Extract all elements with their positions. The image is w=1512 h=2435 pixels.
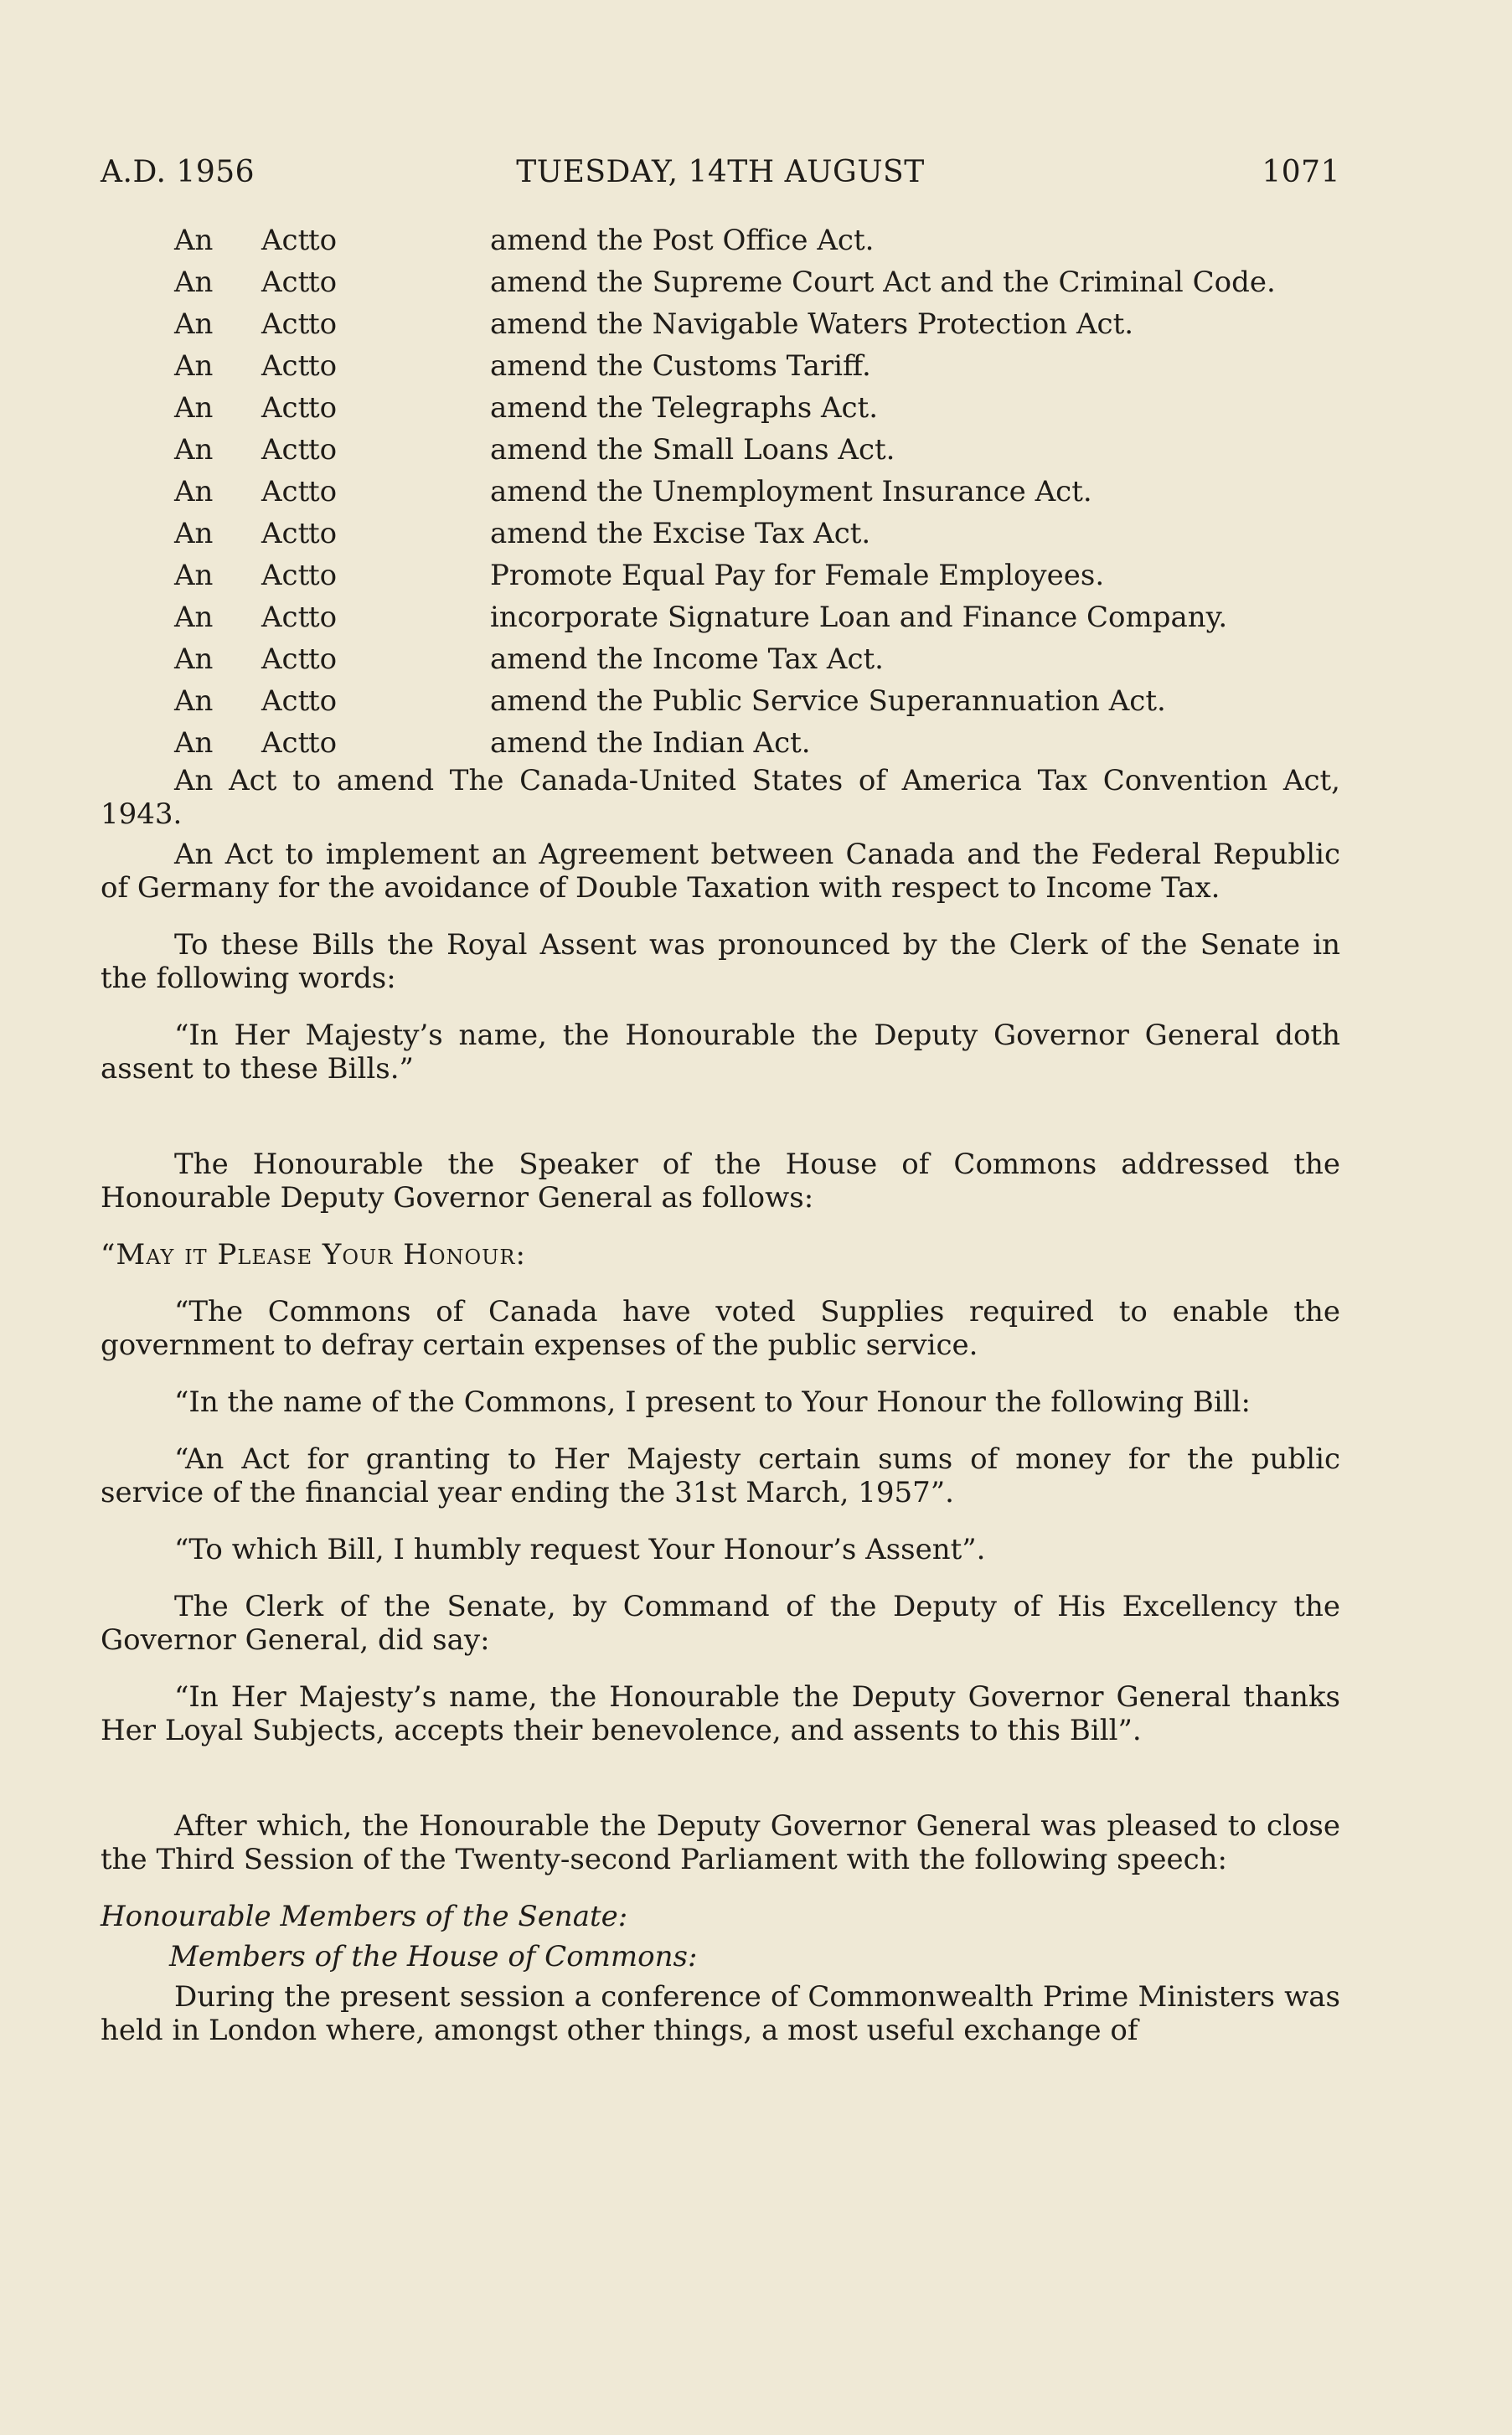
paragraph-assent-quote: “In Her Majesty’s name, the Honourable the Deputy Governor General doth assent to these Bills.” — [101, 1019, 1340, 1086]
act-item: An Actto amend the Navigable Waters Protection Act. — [174, 307, 1134, 341]
page-body — [101, 219, 1340, 2047]
paragraph-tax-convention-act: An Act to amend The Canada-United States of America Tax Convention Act, 1943. — [101, 764, 1340, 831]
act-item: An Actto amend the Telegraphs Act. — [174, 391, 879, 425]
page-header — [101, 155, 1340, 197]
act-item: An Actto amend the Excise Tax Act. — [174, 517, 871, 550]
page-number: 1071 — [1262, 155, 1340, 189]
paragraph-appropriation-bill: “An Act for granting to Her Majesty certain sums of money for the public service of the financial year ending the 31st March, 1957”. — [101, 1442, 1340, 1509]
acts-list — [101, 219, 1340, 764]
paragraph-present-bill: “In the name of the Commons, I present to Your Honour the following Bill: — [174, 1385, 1251, 1419]
paragraph-thanks-quote: “In Her Majesty’s name, the Honourable the Deputy Governor General thanks Her Loyal Subjects, accepts their benevolence, and assents to this Bill”. — [101, 1680, 1340, 1747]
paragraph-clerk-command: The Clerk of the Senate, by Command of the Deputy of His Excellency the Governor General, did say: — [101, 1590, 1340, 1657]
act-item: An Actto amend the Income Tax Act. — [174, 642, 884, 676]
act-item: An Actto amend the Post Office Act. — [174, 224, 875, 257]
paragraph-speaker-address: The Honourable the Speaker of the House of Commons addressed the Honourable Deputy Governor General as follows: — [101, 1148, 1340, 1215]
paragraph-request-assent: “To which Bill, I humbly request Your Honour’s Assent”. — [174, 1533, 986, 1566]
act-item: An Actto amend the Supreme Court Act and the Criminal Code. — [174, 266, 1276, 299]
paragraph-close-session: After which, the Honourable the Deputy Governor General was pleased to close the Third Session of the Twenty-second Parliament with the following speech: — [101, 1809, 1340, 1876]
act-item: An Actto amend the Customs Tariff. — [174, 349, 871, 383]
header-date: TUESDAY, 14TH AUGUST — [516, 155, 925, 189]
act-item: An Actto Promote Equal Pay for Female Employees. — [174, 559, 1105, 592]
paragraph-commonwealth-conference: During the present session a conference of Commonwealth Prime Ministers was held in London where, amongst other things, a most useful exchange of — [101, 1980, 1340, 2047]
act-item: An Actto amend the Public Service Superannuation Act. — [174, 684, 1166, 718]
paragraph-supplies: “The Commons of Canada have voted Supplies required to enable the government to defray certain expenses of the public service. — [101, 1295, 1340, 1362]
act-item: An Actto incorporate Signature Loan and Finance Company. — [174, 601, 1228, 634]
address-heading: “May it Please Your Honour: — [101, 1238, 526, 1272]
paragraph-royal-assent: To these Bills the Royal Assent was pronounced by the Clerk of the Senate in the following words: — [101, 928, 1340, 995]
salutation-senate: Honourable Members of the Senate: — [101, 1900, 628, 1933]
act-item: An Actto amend the Unemployment Insurance Act. — [174, 475, 1092, 508]
header-year: A.D. 1956 — [101, 155, 255, 189]
paragraph-double-taxation-act: An Act to implement an Agreement between Canada and the Federal Republic of Germany for the avoidance of Double Taxation with respect to Income Tax. — [101, 838, 1340, 905]
act-item: An Actto amend the Indian Act. — [174, 726, 811, 760]
salutation-commons: Members of the House of Commons: — [169, 1940, 698, 1973]
act-item: An Actto amend the Small Loans Act. — [174, 433, 895, 467]
